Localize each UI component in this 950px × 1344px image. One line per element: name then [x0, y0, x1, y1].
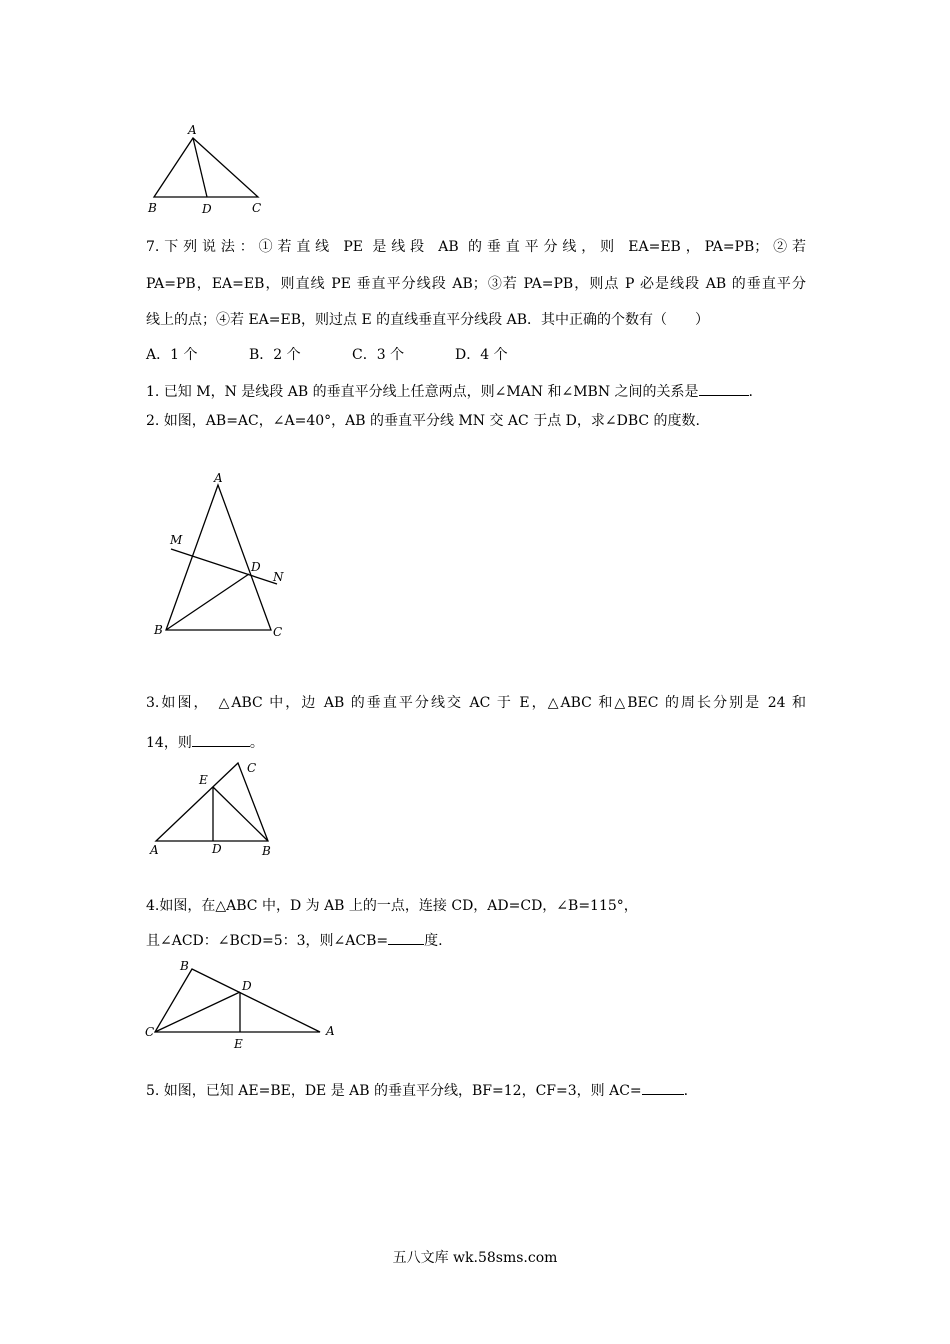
q7-line-1: 7.下列说法：①若直线 PE 是线段 AB 的垂直平分线，则 EA=EB，PA=PB；②若	[146, 239, 806, 255]
figure-perpendicular-bisector-mn	[150, 470, 300, 645]
label-b: B	[262, 844, 271, 858]
footer-watermark: 五八文库 wk.58sms.com	[392, 1250, 558, 1266]
figure-2-svg	[150, 470, 300, 645]
label-e: E	[234, 1037, 243, 1051]
q7-option-b: B．2 个	[249, 347, 301, 363]
problem-3-end: 。	[249, 735, 264, 751]
q7-option-a: A．1 个	[146, 347, 198, 363]
label-a: A	[188, 123, 197, 137]
problem-4-start: 且∠ACD：∠BCD=5：3，则∠ACB=	[146, 933, 389, 949]
figure-1-svg	[140, 120, 280, 220]
problem-4-line-1: 4.如图，在△ABC 中，D 为 AB 上的一点，连接 CD，AD=CD，∠B=115°，	[146, 898, 638, 914]
problem-3-start: 14，则	[146, 735, 192, 751]
q7-option-d: D．4 个	[455, 347, 508, 363]
label-a: A	[150, 843, 159, 857]
q7-line-3: 线上的点；④若 EA=EB，则过点 E 的直线垂直平分线段 AB．其中正确的个数有（ ）	[146, 312, 709, 328]
q7-line-2: PA=PB，EA=EB，则直线 PE 垂直平分线段 AB；③若 PA=PB，则点 P 必是线段 AB 的垂直平分	[146, 276, 806, 292]
label-d: D	[251, 560, 261, 574]
label-b: B	[148, 201, 157, 215]
label-d: D	[242, 979, 252, 993]
label-b: B	[154, 623, 163, 637]
problem-5	[146, 1080, 688, 1101]
problem-4-end: 度.	[424, 933, 443, 949]
answer-blank	[192, 732, 250, 747]
problem-1-end: .	[748, 384, 753, 400]
label-c: C	[145, 1025, 155, 1039]
label-m: M	[170, 533, 183, 547]
figure-triangle-cde	[140, 955, 350, 1055]
problem-2: 2. 如图，AB=AC，∠A=40°，AB 的垂直平分线 MN 交 AC 于点 D，求∠DBC 的度数.	[146, 413, 700, 429]
figure-3-svg	[145, 760, 285, 860]
label-a: A	[326, 1024, 335, 1038]
problem-1-text: 1. 已知 M，N 是线段 AB 的垂直平分线上任意两点，则∠MAN 和∠MBN 之间的关系是	[146, 384, 699, 400]
answer-blank	[642, 1080, 684, 1095]
problem-5-end: .	[683, 1083, 689, 1099]
problem-1	[146, 381, 753, 402]
answer-blank	[388, 930, 424, 945]
figure-triangle-abd	[140, 120, 280, 220]
figure-triangle-ed	[145, 760, 285, 860]
problem-4-line-2	[146, 930, 443, 951]
problem-3-line-1: 3.如图， △ABC 中，边 AB 的垂直平分线交 AC 于 E，△ABC 和△BEC 的周长分别是 24 和	[146, 695, 806, 711]
problem-5-text: 5. 如图，已知 AE=BE，DE 是 AB 的垂直平分线，BF=12，CF=3，则 AC=	[146, 1083, 642, 1099]
label-c: C	[273, 625, 283, 639]
problem-3-line-2	[146, 732, 264, 753]
label-c: C	[252, 201, 262, 215]
label-e: E	[199, 773, 208, 787]
label-a: A	[214, 471, 223, 485]
label-d: D	[212, 842, 222, 856]
figure-4-svg	[140, 955, 350, 1055]
label-d: D	[202, 202, 212, 216]
label-b: B	[180, 959, 189, 973]
answer-blank	[699, 381, 749, 396]
q7-option-c: C．3 个	[352, 347, 405, 363]
label-n: N	[273, 570, 284, 584]
q7-options	[146, 345, 508, 365]
label-c: C	[247, 761, 257, 775]
